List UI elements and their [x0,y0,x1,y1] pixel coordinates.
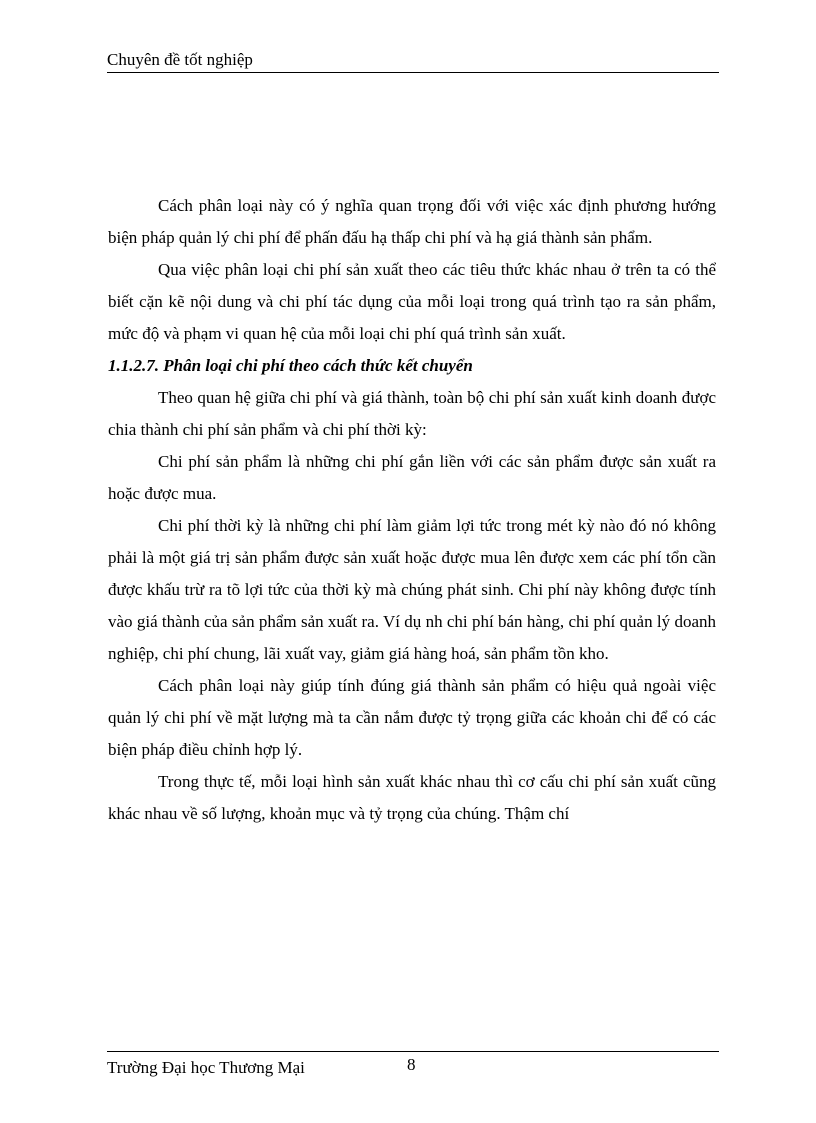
paragraph-2: Qua việc phân loại chi phí sản xuất theo các tiêu thức khác nhau ở trên ta có thể biết cặn kẽ nội dung và chi phí tác dụng của mỗi loại trong quá trình tạo ra sản phẩm, mức độ và phạm vi quan hệ của mỗi loại chi phí quá trình sản xuất. [108,260,716,343]
page-number: 8 [407,1055,416,1074]
paragraph-3: Theo quan hệ giữa chi phí và giá thành, toàn bộ chi phí sản xuất kinh doanh được chia thành chi phí sản phẩm và chi phí thời kỳ: [108,388,716,439]
page-header [107,48,719,73]
paragraph-7: Trong thực tế, mỗi loại hình sản xuất khác nhau thì cơ cấu chi phí sản xuất cũng khác nhau về số lượng, khoản mục và tỷ trọng của chúng. Thậm chí [108,772,716,823]
paragraph-6: Cách phân loại này giúp tính đúng giá thành sản phẩm có hiệu quả ngoài việc quản lý chi phí về mặt lượng mà ta cần nắm được tỷ trọng giữa các khoản chi để có các biện pháp điều chỉnh hợp lý. [108,676,716,759]
section-heading: 1.1.2.7. Phân loại chi phí theo cách thức kết chuyển [108,356,473,375]
footer-school-name: Trường Đại học Thương Mại [107,1058,305,1077]
page-footer [107,1051,719,1082]
paragraph-4: Chi phí sản phẩm là những chi phí gắn liền với các sản phẩm được sản xuất ra hoặc được mua. [108,452,716,503]
paragraph-5: Chi phí thời kỳ là những chi phí làm giảm lợi tức trong mét kỳ nào đó nó không phải là một giá trị sản phẩm được sản xuất hoặc được mua lên được xem các phí tổn cần được khấu trừ ra tõ lợi tức của thời kỳ mà chúng phát sinh. Chi phí này không được tính vào giá thành của sản phẩm sản xuất ra. Ví dụ nh chi phí bán hàng, chi phí quản lý doanh nghiệp, chi phí chung, lãi xuất vay, giảm giá hàng hoá, sản phẩm tồn kho. [108,516,716,663]
paragraph-1: Cách phân loại này có ý nghĩa quan trọng đối với việc xác định phương hướng biện pháp quản lý chi phí để phấn đấu hạ thấp chi phí và hạ giá thành sản phẩm. [108,196,716,247]
header-title: Chuyên đề tốt nghiệp [107,50,253,69]
document-body [108,190,716,830]
